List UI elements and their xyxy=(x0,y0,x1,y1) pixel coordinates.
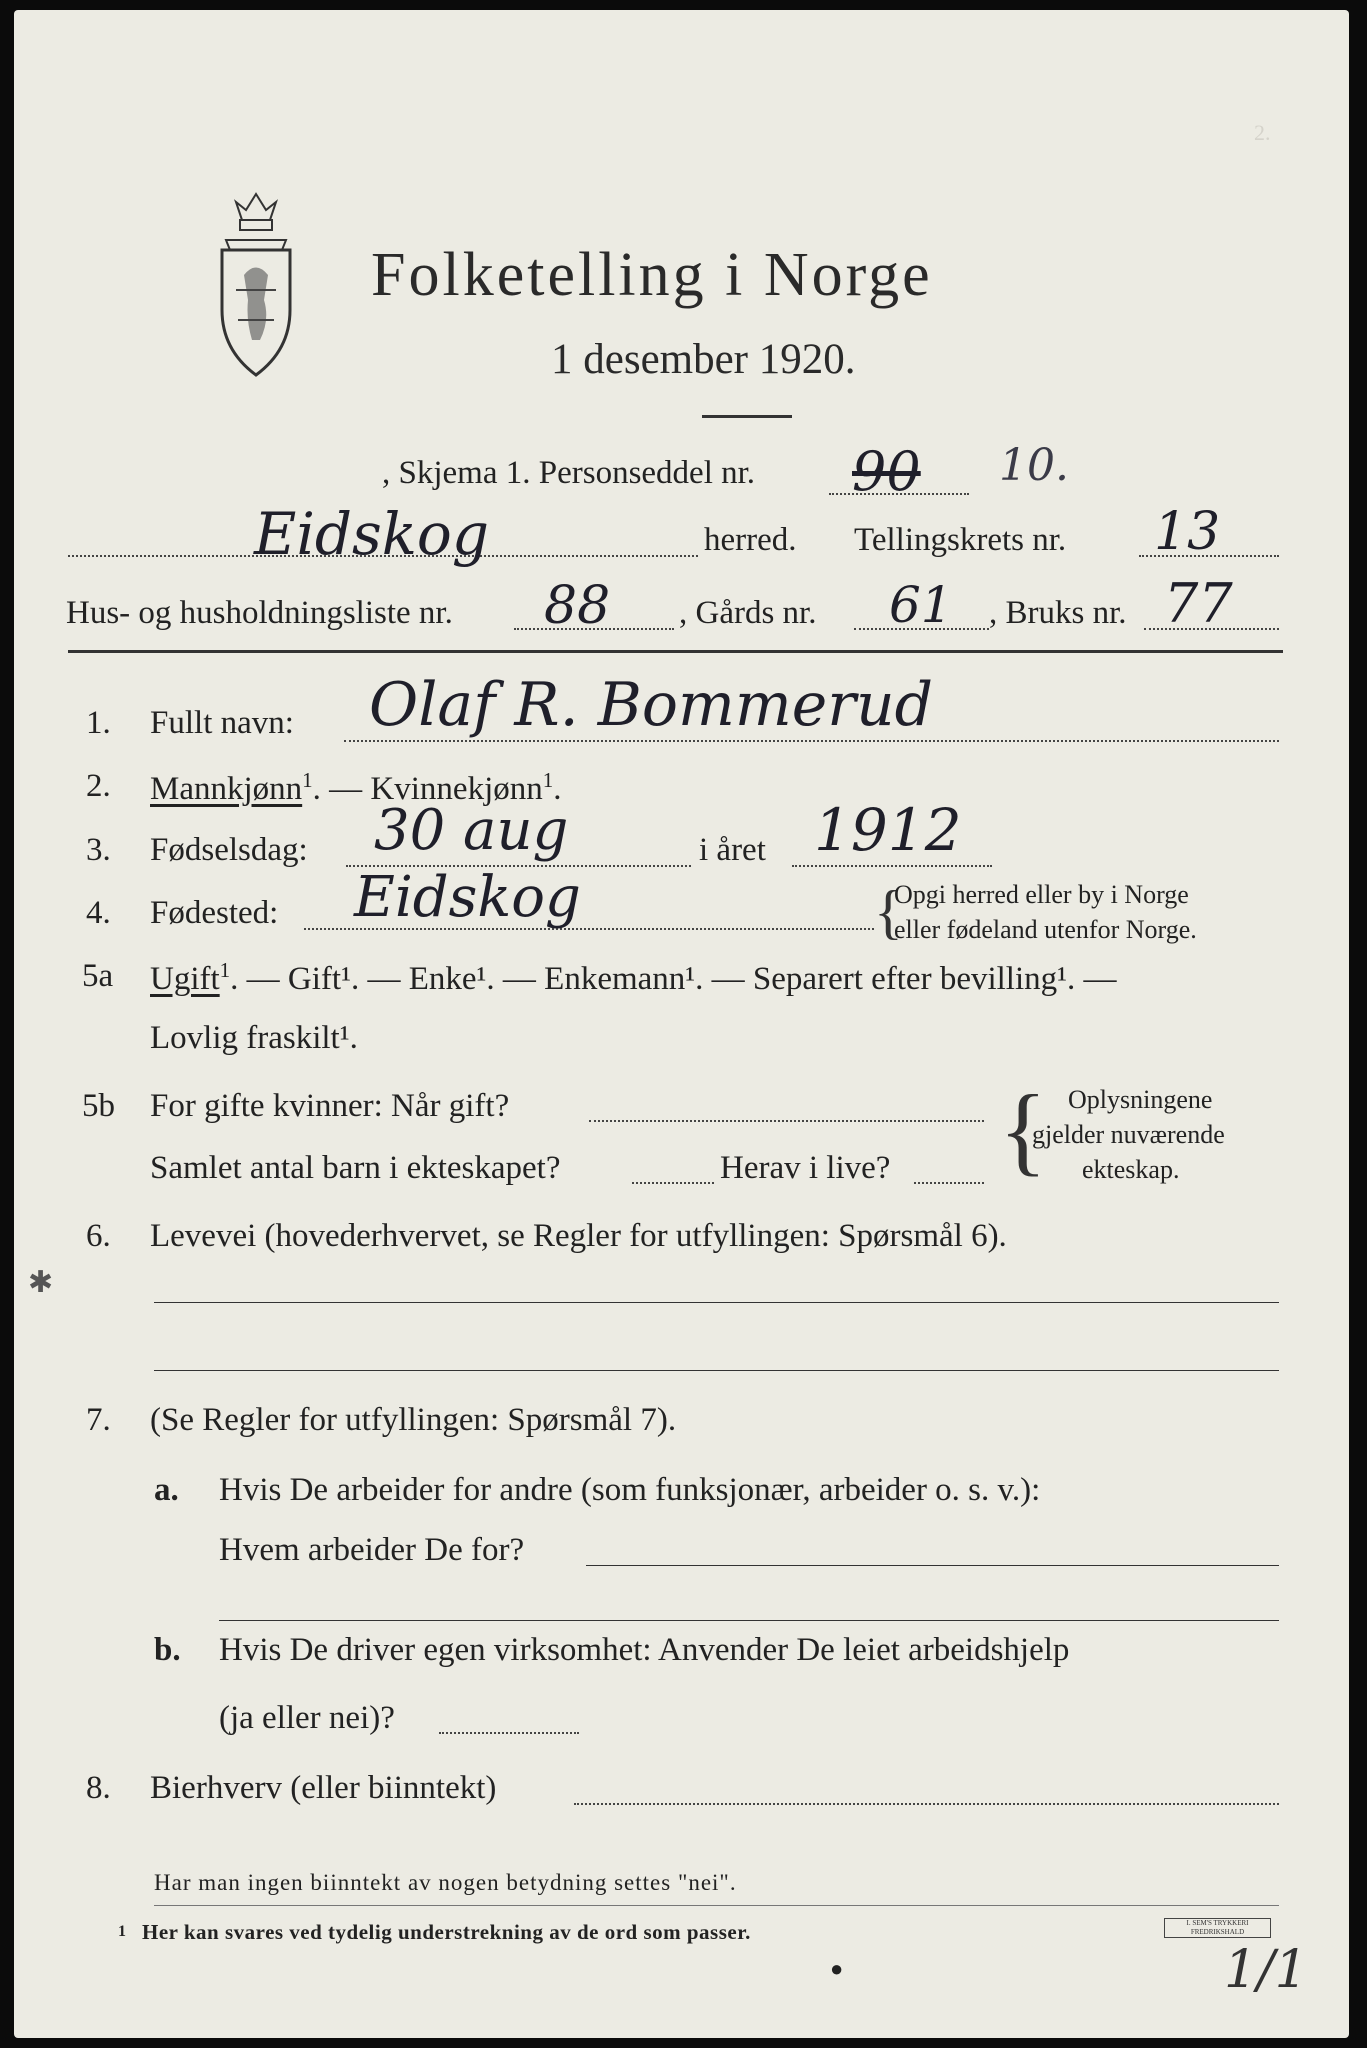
q5b-note-1: Oplysningene xyxy=(1068,1085,1213,1114)
q5b-alive-label: Herav i live? xyxy=(720,1150,891,1186)
form-title: Folketelling i Norge xyxy=(371,241,933,309)
bullet-dot: ● xyxy=(830,1956,844,1981)
gards-label: , Gårds nr. xyxy=(679,595,817,631)
q7a-answer-line-2 xyxy=(219,1620,1279,1621)
q6-answer-line-1 xyxy=(154,1302,1279,1303)
footnote-number: 1 xyxy=(118,1923,126,1940)
q3-label: Fødselsdag: xyxy=(150,832,308,868)
hus-value: 88 xyxy=(544,576,611,636)
q1-line xyxy=(344,740,1279,742)
printer-stamp: I. SEM'S TRYKKERI FREDRIKSHALD xyxy=(1164,1918,1271,1938)
q3-year-label: i året xyxy=(699,832,766,868)
q2-options: Mannkjønn$^1$. — Kvinnekjønn$^1$. xyxy=(150,768,562,807)
q7b-line-2: (ja eller nei)? xyxy=(219,1700,395,1736)
q5b-children-label: Samlet antal barn i ekteskapet? xyxy=(150,1150,561,1186)
hus-label: Hus- og husholdningsliste nr. xyxy=(66,595,453,631)
q7a-number: a. xyxy=(154,1472,179,1508)
header-rule xyxy=(68,650,1283,653)
footnote-text: Her kan svares ved tydelig understrekning av de ord som passer. xyxy=(142,1920,751,1944)
q7a-line-2: Hvem arbeider De for? xyxy=(219,1532,525,1568)
q5a-number: 5a xyxy=(82,958,114,994)
q7b-line-1: Hvis De driver egen virksomhet: Anvender De leiet arbeidshjelp xyxy=(219,1632,1070,1668)
q7b-number: b. xyxy=(154,1632,181,1668)
q4-note-2: eller fødeland utenfor Norge. xyxy=(894,915,1197,944)
footer-note: Har man ingen biinntekt av nogen betydning settes "nei". xyxy=(154,1870,737,1895)
bruks-label: , Bruks nr. xyxy=(989,595,1127,631)
q7-label: (Se Regler for utfyllingen: Spørsmål 7). xyxy=(150,1402,677,1438)
corner-mark: 1/1 xyxy=(1224,1940,1308,2000)
q5b-line-1: For gifte kvinner: Når gift? xyxy=(150,1088,510,1124)
q5b-alive-line xyxy=(914,1182,984,1184)
q5b-note-3: ekteskap. xyxy=(1082,1155,1180,1184)
q3-year-line xyxy=(792,865,992,867)
person-nr-value: 90 xyxy=(852,440,921,503)
q7a-answer-line-1 xyxy=(586,1565,1279,1566)
form-date: 1 desember 1920. xyxy=(551,336,856,383)
tellingskrets-value: 13 xyxy=(1154,502,1221,562)
title-divider xyxy=(702,415,792,418)
q8-answer-line xyxy=(574,1803,1279,1805)
q5b-children-line xyxy=(632,1182,714,1184)
coat-of-arms-icon xyxy=(216,180,296,380)
q6-number: 6. xyxy=(86,1218,111,1254)
q7-number: 7. xyxy=(86,1402,111,1438)
q4-label: Fødested: xyxy=(150,895,279,931)
bruks-value: 77 xyxy=(1164,572,1233,635)
q7a-line-1: Hvis De arbeider for andre (som funksjonær, arbeider o. s. v.): xyxy=(219,1472,1041,1508)
q8-label: Bierhverv (eller biinntekt) xyxy=(150,1770,497,1806)
q6-answer-line-2 xyxy=(154,1370,1279,1371)
q7b-answer-line xyxy=(439,1732,579,1734)
q2-number: 2. xyxy=(86,768,111,804)
schema-label: , Skjema 1. Personseddel nr. xyxy=(382,455,756,491)
q3-number: 3. xyxy=(86,832,111,868)
q5b-note-2: gjelder nuværende xyxy=(1032,1120,1225,1149)
q3-value: 30 aug xyxy=(374,798,569,863)
q4-value: Eidskog xyxy=(354,865,581,930)
q4-note-1: Opgi herred eller by i Norge xyxy=(894,880,1189,909)
bleed-through-text: 2. xyxy=(1254,120,1271,145)
q1-value: Olaf R. Bommerud xyxy=(369,670,933,740)
margin-mark-icon: ✱ xyxy=(28,1266,54,1299)
q2-male: Mannkjønn xyxy=(150,771,303,807)
tellingskrets-label: Tellingskrets nr. xyxy=(854,522,1067,558)
q6-label: Levevei (hovederhvervet, se Regler for utfyllingen: Spørsmål 6). xyxy=(150,1218,1007,1254)
q4-brace: { xyxy=(874,879,903,945)
q5b-brace: { xyxy=(999,1074,1047,1185)
q1-number: 1. xyxy=(86,705,111,741)
herred-label: herred. xyxy=(704,522,797,558)
q5a-options: Ugift$^1$. — Gift¹. — Enke¹. — Enkemann¹. — Separert efter bevilling¹. — xyxy=(150,958,1117,997)
q8-number: 8. xyxy=(86,1770,111,1806)
census-form-page xyxy=(14,10,1349,2038)
q3-year-value: 1912 xyxy=(814,796,962,864)
q1-label: Fullt navn: xyxy=(150,705,294,741)
footer-rule xyxy=(154,1905,1279,1906)
q5a-line-2: Lovlig fraskilt¹. xyxy=(150,1020,358,1056)
gards-value: 61 xyxy=(889,576,953,634)
person-nr-extra: 10. xyxy=(999,440,1069,491)
q4-number: 4. xyxy=(86,895,111,931)
q5b-number: 5b xyxy=(82,1088,115,1124)
q5b-when-line xyxy=(589,1120,984,1122)
q5a-ugift: Ugift xyxy=(150,961,220,997)
herred-value: Eidskog xyxy=(254,500,489,568)
